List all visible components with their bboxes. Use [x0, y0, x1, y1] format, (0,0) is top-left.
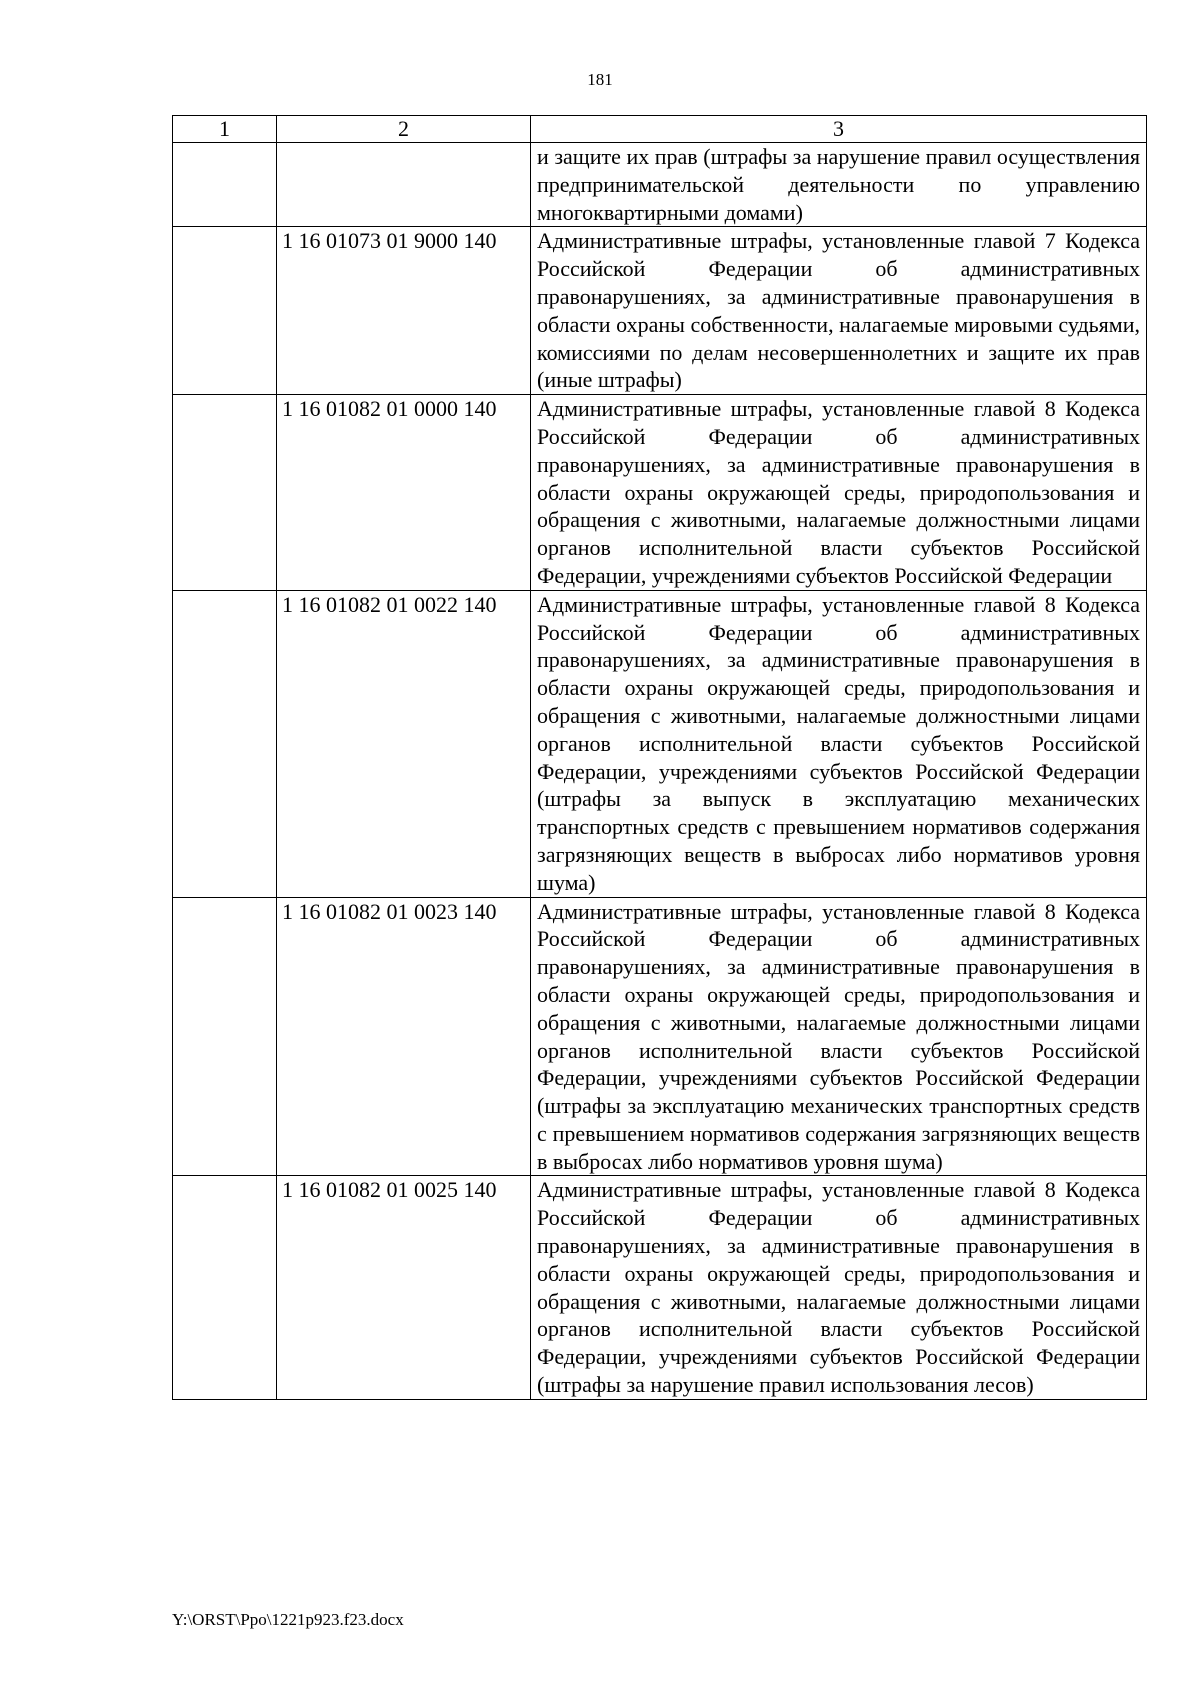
page-number: 181: [587, 70, 613, 89]
description-cell: Административные штрафы, установленные главой 8 Кодекса Российской Федерации об административных правонарушениях, за административные правонарушения в области охраны окружающей среды, природопользования и обращения с животными, налагаемые должностными лицами органов исполнительной власти субъектов Российской Федерации, учреждениями субъектов Российской Федерации (штрафы за выпуск в эксплуатацию механических транспортных средств с превышением нормативов содержания загрязняющих веществ в выбросах либо нормативов уровня шума): [531, 590, 1147, 897]
row-number-cell: [173, 897, 277, 1176]
classification-code-cell: 1 16 01073 01 9000 140: [277, 227, 531, 395]
description-cell: Административные штрафы, установленные главой 7 Кодекса Российской Федерации об административных правонарушениях, за административные правонарушения в области охраны собственности, налагаемые мировыми судьями, комиссиями по делам несовершеннолетних и защите их прав (иные штрафы): [531, 227, 1147, 395]
classification-code-cell: 1 16 01082 01 0025 140: [277, 1176, 531, 1399]
table-row: [173, 897, 1147, 1176]
column-header-1: 1: [173, 116, 277, 143]
row-number-cell: [173, 227, 277, 395]
row-number-cell: [173, 590, 277, 897]
row-number-cell: [173, 395, 277, 591]
column-header-3: 3: [531, 116, 1147, 143]
column-header-2: 2: [277, 116, 531, 143]
classification-code-cell: 1 16 01082 01 0000 140: [277, 395, 531, 591]
classification-code-cell: 1 16 01082 01 0023 140: [277, 897, 531, 1176]
row-number-cell: [173, 143, 277, 227]
description-cell: и защите их прав (штрафы за нарушение правил осуществления предпринимательской деятельности по управлению многоквартирными домами): [531, 143, 1147, 227]
table-row: [173, 1176, 1147, 1399]
table-row: [173, 227, 1147, 395]
table-header-row: [173, 116, 1147, 143]
row-number-cell: [173, 1176, 277, 1399]
footer-file-path: Y:\ORST\Ppo\1221p923.f23.docx: [172, 1610, 404, 1629]
classification-code-cell: [277, 143, 531, 227]
budget-codes-table: [172, 115, 1147, 1400]
description-cell: Административные штрафы, установленные главой 8 Кодекса Российской Федерации об административных правонарушениях, за административные правонарушения в области охраны окружающей среды, природопользования и обращения с животными, налагаемые должностными лицами органов исполнительной власти субъектов Российской Федерации, учреждениями субъектов Российской Федерации: [531, 395, 1147, 591]
table-row: [173, 395, 1147, 591]
description-cell: Административные штрафы, установленные главой 8 Кодекса Российской Федерации об административных правонарушениях, за административные правонарушения в области охраны окружающей среды, природопользования и обращения с животными, налагаемые должностными лицами органов исполнительной власти субъектов Российской Федерации, учреждениями субъектов Российской Федерации (штрафы за эксплуатацию механических транспортных средств с превышением нормативов содержания загрязняющих веществ в выбросах либо нормативов уровня шума): [531, 897, 1147, 1176]
table-row: [173, 590, 1147, 897]
classification-code-cell: 1 16 01082 01 0022 140: [277, 590, 531, 897]
description-cell: Административные штрафы, установленные главой 8 Кодекса Российской Федерации об административных правонарушениях, за административные правонарушения в области охраны окружающей среды, природопользования и обращения с животными, налагаемые должностными лицами органов исполнительной власти субъектов Российской Федерации, учреждениями субъектов Российской Федерации (штрафы за нарушение правил использования лесов): [531, 1176, 1147, 1399]
table-row: [173, 143, 1147, 227]
